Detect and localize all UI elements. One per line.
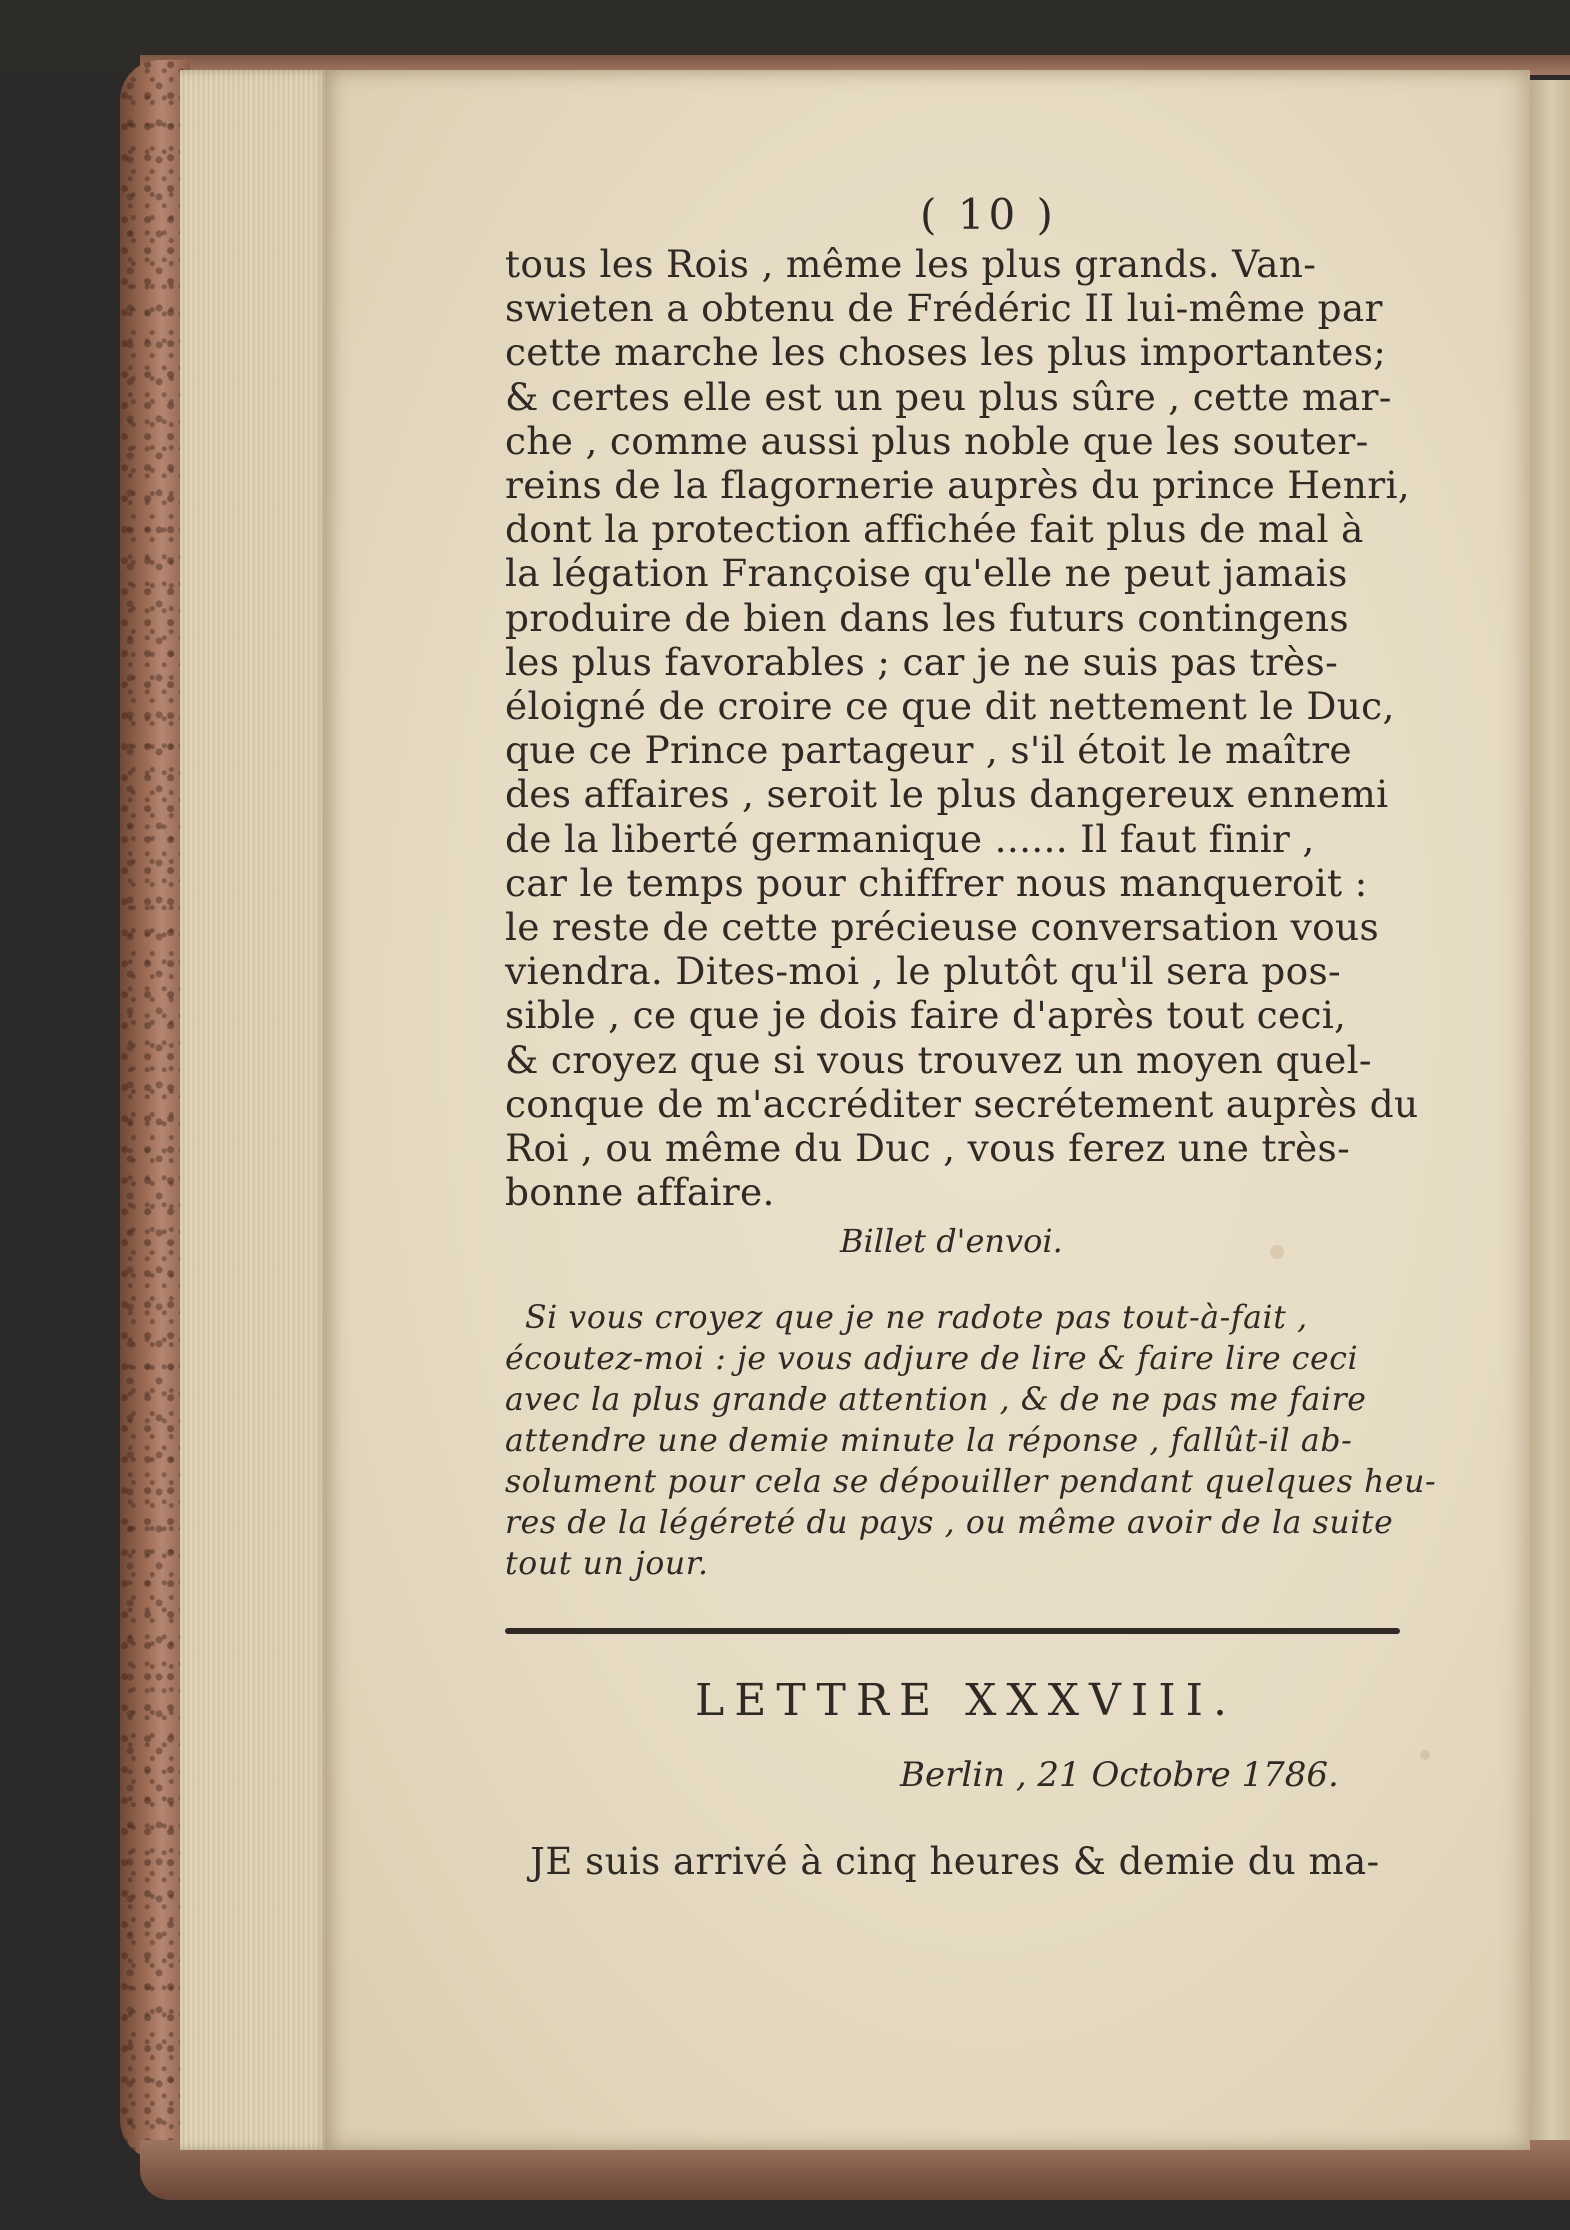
paper-stain [1420,1750,1430,1760]
page-block-edges [180,70,330,2150]
page-number: ( 10 ) [920,190,1057,239]
letter-title: LETTRE XXXVIII. [695,1675,1237,1726]
body-line: reins de la flagornerie auprès du prince Henri, [505,463,1410,507]
body-line: cette marche les choses les plus importantes; [505,330,1387,375]
body-line: que ce Prince partageur , s'il étoit le maître [505,728,1352,773]
body-line: sible , ce que je dois faire d'après tout ceci, [505,993,1347,1038]
letter-opening-line: JE suis arrivé à cinq heures & demie du ma- [530,1840,1380,1883]
body-line: dont la protection affichée fait plus de mal à [505,507,1364,552]
body-line: tous les Rois , même les plus grands. Van- [505,242,1317,286]
body-line: éloigné de croire ce que dit nettement le Duc, [505,684,1395,728]
body-line: & certes elle est un peu plus sûre , cette mar- [505,374,1392,419]
dateline: Berlin , 21 Octobre 1786. [900,1755,1339,1795]
billet-line: avec la plus grande attention , & de ne pas me faire [505,1382,1367,1418]
billet-line: écoutez-moi : je vous adjure de lire & faire lire ceci [505,1341,1359,1377]
billet-heading: Billet d'envoi. [840,1222,1063,1260]
billet-line: Si vous croyez que je ne radote pas tout-à-fait , [525,1300,1308,1336]
body-line: swieten a obtenu de Frédéric II lui-même par [505,286,1383,331]
paper-stain [1270,1245,1284,1259]
billet-line: solument pour cela se dépouiller pendant quelques heu- [505,1464,1437,1500]
body-line: le reste de cette précieuse conversation vous [505,905,1380,949]
body-line: de la liberté germanique ...... Il faut finir , [505,816,1315,861]
billet-line: tout un jour. [505,1546,709,1582]
section-divider [505,1628,1400,1634]
body-line: conque de m'accréditer secrétement auprès du [505,1081,1419,1126]
body-line: & croyez que si vous trouvez un moyen quel- [505,1037,1372,1082]
billet-line: res de la légéreté du pays , ou même avoir de la suite [505,1505,1394,1541]
body-line: che , comme aussi plus noble que les souter- [505,418,1369,463]
body-line: car le temps pour chiffrer nous manqueroit : [505,860,1368,905]
body-line: bonne affaire. [505,1170,775,1215]
body-line: viendra. Dites-moi , le plutôt qu'il sera pos- [505,949,1341,994]
body-line: la légation Françoise qu'elle ne peut jamais [505,551,1348,596]
body-line: des affaires , seroit le plus dangereux ennemi [505,772,1389,817]
next-page-edge [1525,80,1570,2140]
body-line: les plus favorables ; car je ne suis pas très- [505,639,1339,684]
body-line: produire de bien dans les futurs contingens [505,595,1349,640]
body-line: Roi , ou même du Duc , vous ferez une très- [505,1126,1351,1170]
billet-line: attendre une demie minute la réponse , fallût-il ab- [505,1423,1353,1459]
